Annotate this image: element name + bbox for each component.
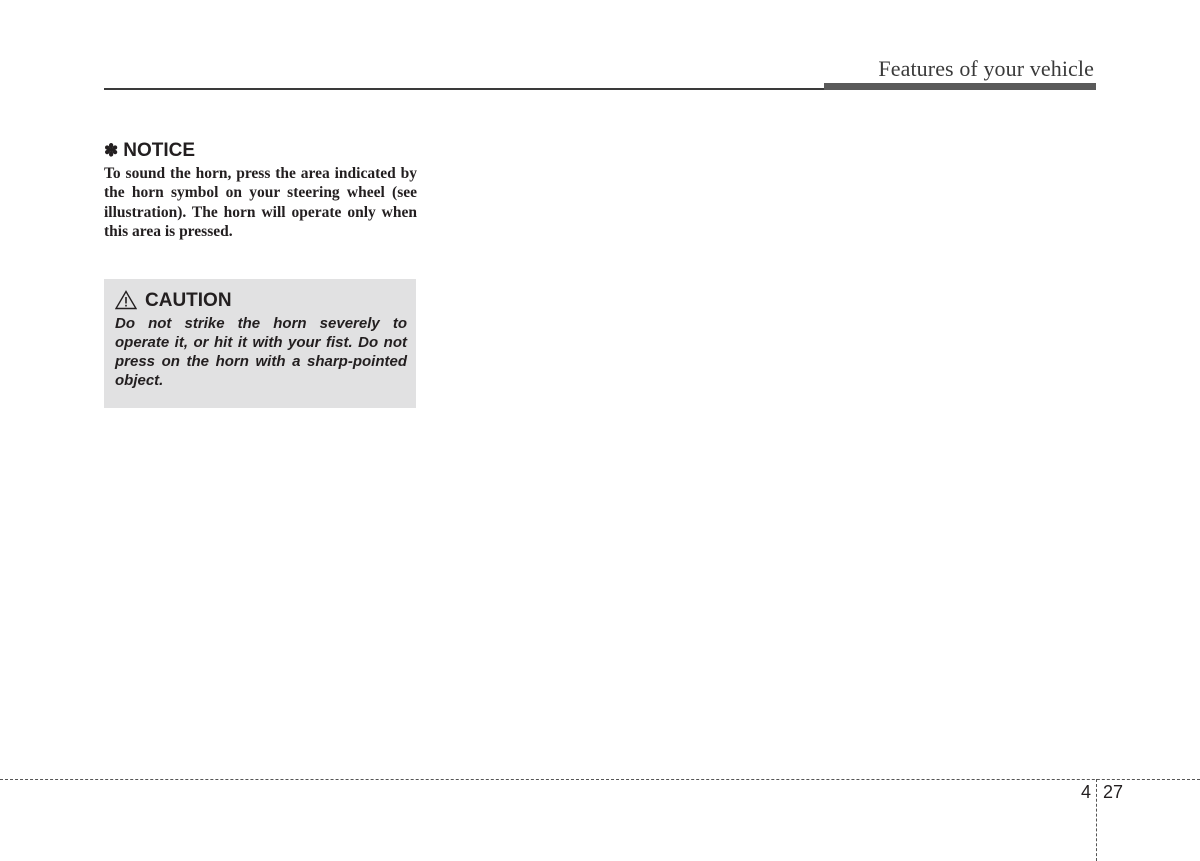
warning-triangle-icon	[115, 290, 137, 310]
caution-body: Do not strike the horn severely to operate it, or hit it with your fist. Do not press on the horn with a sharp-pointed object.	[115, 315, 407, 389]
chapter-number: 4	[1080, 782, 1091, 802]
notice-star-icon: ✽	[104, 141, 119, 160]
page-number: 27	[1103, 782, 1124, 802]
notice-heading	[104, 140, 417, 162]
notice-body: To sound the horn, press the area indicated by the horn symbol on your steering wheel (see illustration). The horn will operate only when this area is pressed.	[104, 165, 417, 240]
notice-section	[104, 140, 417, 241]
footer-divider	[1096, 779, 1097, 861]
header-rule-accent	[824, 83, 1096, 90]
header-rule	[104, 88, 824, 90]
caution-heading	[115, 289, 407, 313]
caution-heading-label: CAUTION	[145, 290, 232, 311]
page-header-title: Features of your vehicle	[878, 56, 1094, 81]
footer-rule	[0, 779, 1200, 780]
notice-heading-label: NOTICE	[123, 140, 196, 161]
caution-box	[104, 279, 416, 408]
